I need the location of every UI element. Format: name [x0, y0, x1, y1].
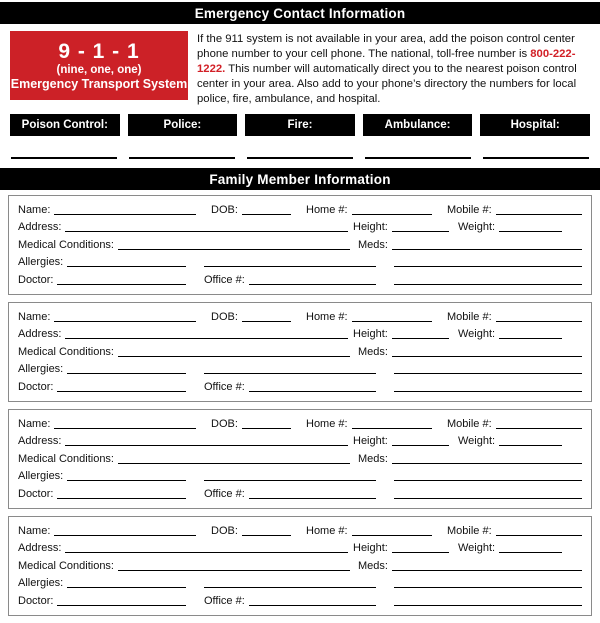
dob-fill-line[interactable]: [242, 535, 291, 536]
dob-label: DOB:: [211, 524, 238, 537]
weight-fill-line[interactable]: [499, 445, 562, 446]
address-row: [18, 539, 582, 557]
height-label: Height:: [353, 435, 388, 448]
weight-label: Weight:: [458, 542, 496, 555]
contact-label-fire: Fire:: [245, 114, 355, 136]
address-fill-line[interactable]: [65, 338, 348, 339]
contact-label-police: Police:: [128, 114, 238, 136]
office-number-label: Office #:: [204, 380, 245, 393]
nine-one-one-number: 9 - 1 - 1: [58, 39, 140, 63]
height-fill-line[interactable]: [392, 445, 449, 446]
police-fill-line[interactable]: [129, 157, 235, 159]
contact-label-poison-control: Poison Control:: [10, 114, 120, 136]
weight-label: Weight:: [458, 221, 496, 234]
meds-extra-fill-line-1[interactable]: [394, 587, 582, 588]
allergies-row: [18, 360, 582, 378]
allergies-row: [18, 253, 582, 271]
meds-extra-fill-line-2[interactable]: [394, 391, 582, 392]
doctor-label: Doctor:: [18, 594, 54, 607]
address-label: Address:: [18, 221, 62, 234]
office-number-fill-line[interactable]: [249, 284, 376, 285]
contact-label-hospital: Hospital:: [480, 114, 590, 136]
doctor-fill-line[interactable]: [57, 391, 186, 392]
meds-extra-fill-line-1[interactable]: [394, 266, 582, 267]
meds-extra-fill-line-2[interactable]: [394, 284, 582, 285]
emergency-header-bar: [0, 2, 600, 24]
name-row: [18, 414, 582, 432]
meds-label: Meds:: [358, 238, 388, 251]
office-number-fill-line[interactable]: [249, 605, 376, 606]
allergies-extra-fill-line[interactable]: [204, 266, 376, 267]
height-label: Height:: [353, 542, 388, 555]
meds-fill-line[interactable]: [392, 463, 582, 464]
doctor-fill-line[interactable]: [57, 605, 186, 606]
doctor-fill-line[interactable]: [57, 284, 186, 285]
address-row: [18, 325, 582, 343]
medical-conditions-fill-line[interactable]: [118, 463, 350, 464]
address-row: [18, 432, 582, 450]
allergies-label: Allergies:: [18, 470, 64, 483]
dob-fill-line[interactable]: [242, 428, 291, 429]
address-label: Address:: [18, 542, 62, 555]
allergies-fill-line[interactable]: [67, 373, 186, 374]
name-fill-line[interactable]: [54, 428, 196, 429]
meds-extra-fill-line-1[interactable]: [394, 480, 582, 481]
meds-label: Meds:: [358, 559, 388, 572]
medical-conditions-row: [18, 342, 582, 360]
home-number-label: Home #:: [306, 310, 348, 323]
mobile-number-fill-line[interactable]: [496, 535, 582, 536]
medical-conditions-fill-line[interactable]: [118, 249, 350, 250]
family-member-block: [8, 195, 592, 295]
mobile-number-label: Mobile #:: [447, 310, 492, 323]
doctor-label: Doctor:: [18, 273, 54, 286]
intro-text-after: This number will automatically direct you to the nearest poison control center in your area. Also add to your phone’s directory the numbers for local police, fire, ambulance, and hospital.: [197, 63, 577, 105]
family-member-block: [8, 409, 592, 509]
height-label: Height:: [353, 221, 388, 234]
doctor-row: [18, 270, 582, 288]
dob-label: DOB:: [211, 417, 238, 430]
poison-control-fill-line[interactable]: [11, 157, 117, 159]
address-label: Address:: [18, 328, 62, 341]
office-number-label: Office #:: [204, 273, 245, 286]
doctor-row: [18, 484, 582, 502]
dob-label: DOB:: [211, 203, 238, 216]
ambulance-fill-line[interactable]: [365, 157, 471, 159]
meds-extra-fill-line-2[interactable]: [394, 605, 582, 606]
weight-label: Weight:: [458, 435, 496, 448]
name-row: [18, 307, 582, 325]
name-label: Name:: [18, 417, 51, 430]
meds-fill-line[interactable]: [392, 570, 582, 571]
dob-label: DOB:: [211, 310, 238, 323]
name-fill-line[interactable]: [54, 535, 196, 536]
family-member-block: [8, 302, 592, 402]
name-row: [18, 200, 582, 218]
height-fill-line[interactable]: [392, 231, 449, 232]
allergies-fill-line[interactable]: [67, 480, 186, 481]
office-number-label: Office #:: [204, 594, 245, 607]
family-header-bar: [0, 168, 600, 190]
medical-conditions-fill-line[interactable]: [118, 356, 350, 357]
contact-labels-row: [10, 114, 590, 136]
doctor-label: Doctor:: [18, 380, 54, 393]
office-number-label: Office #:: [204, 487, 245, 500]
home-number-fill-line[interactable]: [352, 214, 432, 215]
office-number-fill-line[interactable]: [249, 391, 376, 392]
mobile-number-label: Mobile #:: [447, 203, 492, 216]
fire-fill-line[interactable]: [247, 157, 353, 159]
home-number-fill-line[interactable]: [352, 321, 432, 322]
medical-conditions-label: Medical Conditions:: [18, 559, 114, 572]
address-fill-line[interactable]: [65, 445, 348, 446]
nine-one-one-pronunciation: (nine, one, one): [56, 63, 142, 76]
allergies-extra-fill-line[interactable]: [204, 587, 376, 588]
name-label: Name:: [18, 310, 51, 323]
mobile-number-label: Mobile #:: [447, 524, 492, 537]
height-label: Height:: [353, 328, 388, 341]
allergies-label: Allergies:: [18, 256, 64, 269]
weight-fill-line[interactable]: [499, 552, 562, 553]
dob-fill-line[interactable]: [242, 214, 291, 215]
home-number-label: Home #:: [306, 524, 348, 537]
home-number-label: Home #:: [306, 417, 348, 430]
weight-fill-line[interactable]: [499, 231, 562, 232]
doctor-row: [18, 377, 582, 395]
allergies-extra-fill-line[interactable]: [204, 480, 376, 481]
office-number-fill-line[interactable]: [249, 498, 376, 499]
intro-section: [10, 31, 591, 107]
height-fill-line[interactable]: [392, 338, 449, 339]
allergies-fill-line[interactable]: [67, 266, 186, 267]
contact-lines-row: [11, 157, 589, 159]
name-label: Name:: [18, 203, 51, 216]
medical-conditions-row: [18, 556, 582, 574]
allergies-fill-line[interactable]: [67, 587, 186, 588]
home-number-fill-line[interactable]: [352, 535, 432, 536]
allergies-row: [18, 467, 582, 485]
meds-extra-fill-line-2[interactable]: [394, 498, 582, 499]
address-row: [18, 218, 582, 236]
family-blocks-container: [8, 195, 592, 616]
meds-fill-line[interactable]: [392, 356, 582, 357]
contact-label-ambulance: Ambulance:: [363, 114, 473, 136]
doctor-fill-line[interactable]: [57, 498, 186, 499]
height-fill-line[interactable]: [392, 552, 449, 553]
nine-one-one-system-label: Emergency Transport System: [10, 76, 188, 91]
family-member-block: [8, 516, 592, 616]
doctor-row: [18, 591, 582, 609]
home-number-label: Home #:: [306, 203, 348, 216]
meds-fill-line[interactable]: [392, 249, 582, 250]
allergies-label: Allergies:: [18, 363, 64, 376]
doctor-label: Doctor:: [18, 487, 54, 500]
mobile-number-fill-line[interactable]: [496, 214, 582, 215]
family-section-title: Family Member Information: [209, 172, 391, 187]
medical-conditions-label: Medical Conditions:: [18, 452, 114, 465]
name-fill-line[interactable]: [54, 214, 196, 215]
allergies-row: [18, 574, 582, 592]
mobile-number-fill-line[interactable]: [496, 428, 582, 429]
address-fill-line[interactable]: [65, 231, 348, 232]
allergies-label: Allergies:: [18, 577, 64, 590]
medical-conditions-row: [18, 449, 582, 467]
meds-extra-fill-line-1[interactable]: [394, 373, 582, 374]
medical-conditions-label: Medical Conditions:: [18, 345, 114, 358]
home-number-fill-line[interactable]: [352, 428, 432, 429]
intro-text-before: If the 911 system is not available in your area, add the poison control center phone number to your cell phone. The national, toll-free number is: [197, 33, 575, 60]
allergies-extra-fill-line[interactable]: [204, 373, 376, 374]
mobile-number-label: Mobile #:: [447, 417, 492, 430]
page-title: Emergency Contact Information: [194, 6, 406, 21]
address-fill-line[interactable]: [65, 552, 348, 553]
poison-control-phone-number: 800-222-1222.: [197, 48, 576, 75]
nine-one-one-box: [10, 31, 188, 100]
medical-conditions-label: Medical Conditions:: [18, 238, 114, 251]
name-row: [18, 521, 582, 539]
name-fill-line[interactable]: [54, 321, 196, 322]
mobile-number-fill-line[interactable]: [496, 321, 582, 322]
name-label: Name:: [18, 524, 51, 537]
address-label: Address:: [18, 435, 62, 448]
meds-label: Meds:: [358, 345, 388, 358]
dob-fill-line[interactable]: [242, 321, 291, 322]
intro-paragraph: [197, 31, 591, 107]
medical-conditions-fill-line[interactable]: [118, 570, 350, 571]
hospital-fill-line[interactable]: [483, 157, 589, 159]
weight-label: Weight:: [458, 328, 496, 341]
weight-fill-line[interactable]: [499, 338, 562, 339]
meds-label: Meds:: [358, 452, 388, 465]
medical-conditions-row: [18, 235, 582, 253]
